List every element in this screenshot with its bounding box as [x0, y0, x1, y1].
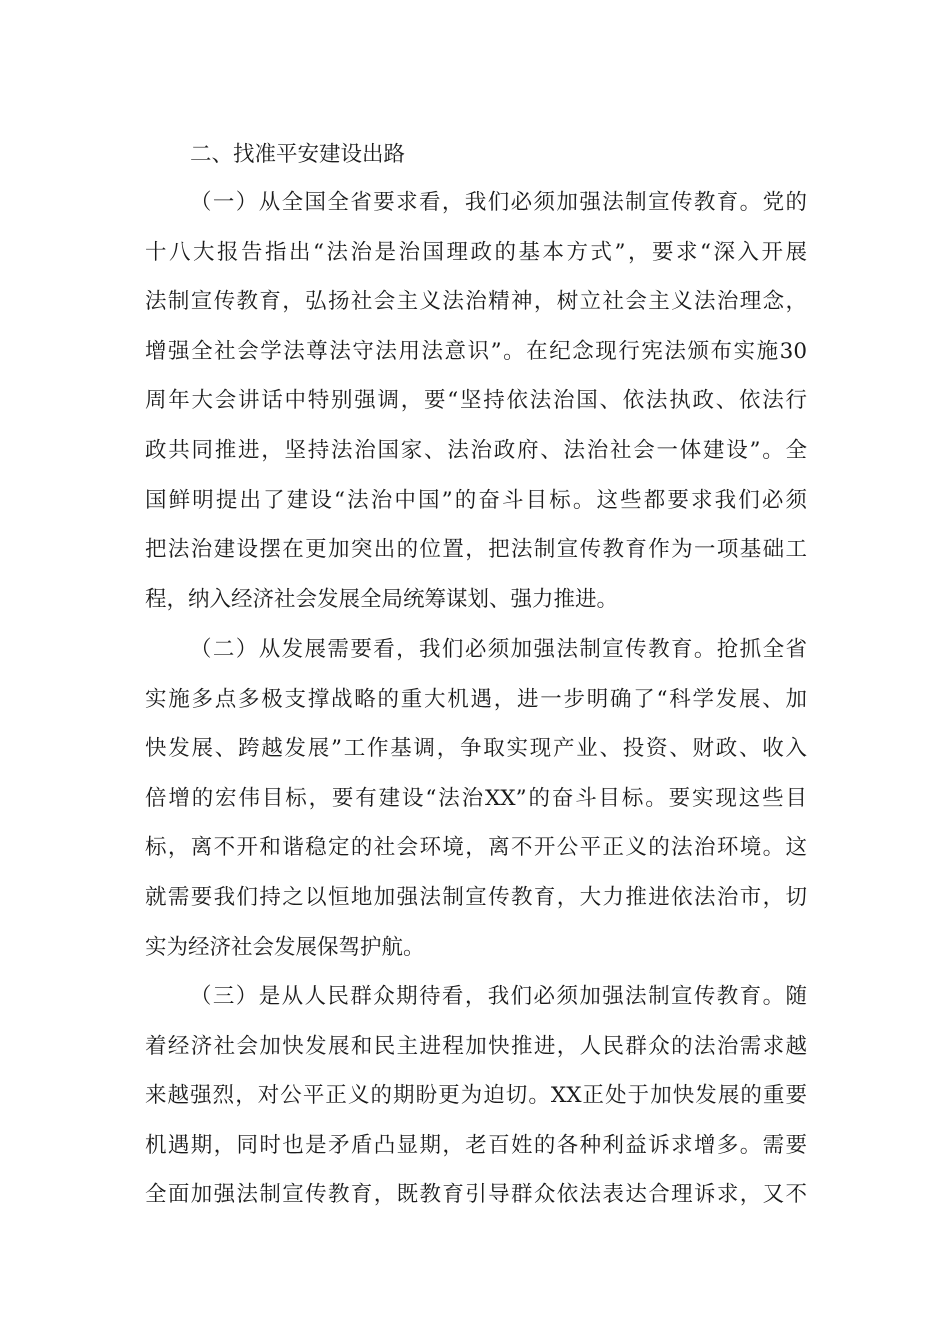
section-heading: 二、找准平安建设出路 — [190, 142, 406, 167]
text-line: 法制宣传教育，弘扬社会主义法治精神，树立社会主义法治理念， — [145, 289, 807, 315]
text-line: 快发展、跨越发展”工作基调，争取实现产业、投资、财政、收入 — [145, 736, 807, 762]
text-line: 周年大会讲话中特别强调，要“坚持依法治国、依法执政、依法行 — [145, 388, 807, 414]
text-line: 倍增的宏伟目标，要有建设“法治XX”的奋斗目标。要实现这些目 — [145, 785, 807, 811]
paragraph-public-expectations — [145, 972, 807, 1220]
text-line: 标，离不开和谐稳定的社会环境，离不开公平正义的法治环境。这 — [145, 835, 807, 861]
text-line: 程，纳入经济社会发展全局统筹谋划、强力推进。 — [145, 586, 619, 612]
text-line: 着经济社会加快发展和民主进程加快推进，人民群众的法治需求越 — [145, 1033, 807, 1059]
paragraph-development-needs — [145, 625, 807, 972]
text-line: 机遇期，同时也是矛盾凸显期，老百姓的各种利益诉求增多。需要 — [145, 1132, 807, 1158]
text-line: （三）是从人民群众期待看，我们必须加强法制宣传教育。随 — [190, 984, 807, 1009]
text-line: 实施多点多极支撑战略的重大机遇，进一步明确了“科学发展、加 — [145, 686, 807, 712]
text-line: 政共同推进，坚持法治国家、法治政府、法治社会一体建设”。全 — [145, 437, 807, 463]
text-line: 来越强烈，对公平正义的期盼更为迫切。XX正处于加快发展的重要 — [145, 1083, 807, 1109]
text-line: 十八大报告指出“法治是治国理政的基本方式”，要求“深入开展 — [145, 239, 807, 265]
text-line: 增强全社会学法尊法守法用法意识”。在纪念现行宪法颁布实施30 — [145, 338, 807, 364]
text-line: 把法治建设摆在更加突出的位置，把法制宣传教育作为一项基础工 — [145, 537, 807, 563]
text-line: 实为经济社会发展保驾护航。 — [145, 934, 425, 960]
text-line: 国鲜明提出了建设“法治中国”的奋斗目标。这些都要求我们必须 — [145, 487, 807, 513]
text-line: （一）从全国全省要求看，我们必须加强法制宣传教育。党的 — [190, 190, 807, 215]
text-line: （二）从发展需要看，我们必须加强法制宣传教育。抢抓全省 — [190, 637, 807, 662]
text-line: 全面加强法制宣传教育，既教育引导群众依法表达合理诉求，又不 — [145, 1182, 807, 1208]
paragraph-national-requirements — [145, 178, 807, 624]
text-line: 就需要我们持之以恒地加强法制宣传教育，大力推进依法治市，切 — [145, 884, 807, 910]
